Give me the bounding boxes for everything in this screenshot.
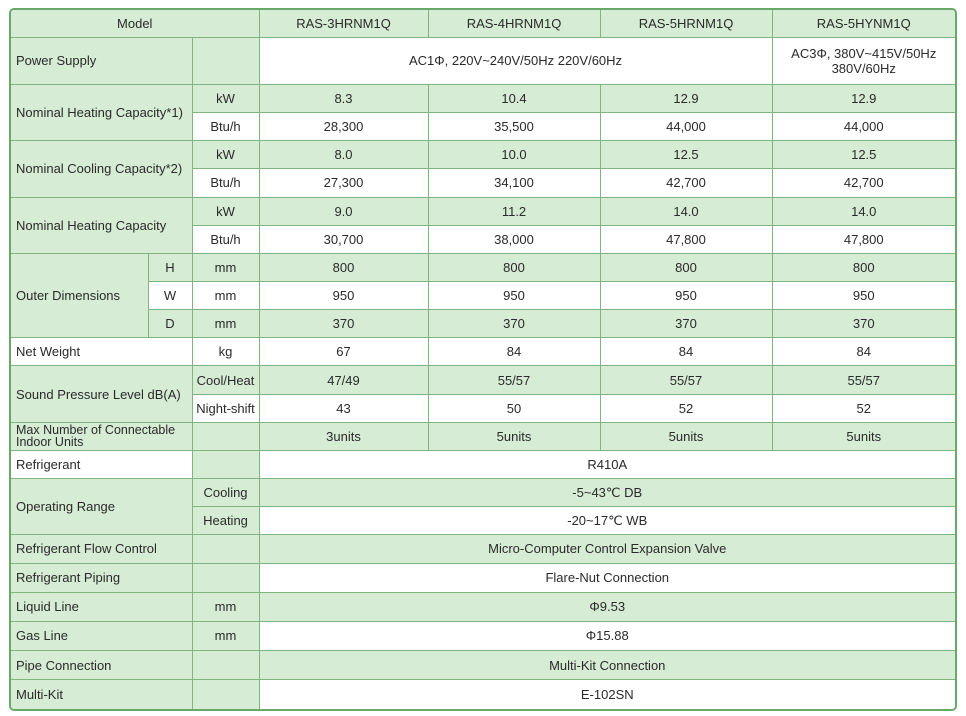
empty-unit-cell bbox=[192, 37, 259, 84]
dimension-h-label: H bbox=[148, 253, 192, 281]
spec-table-container bbox=[9, 8, 957, 711]
value-cell: 47,800 bbox=[772, 225, 955, 253]
value-cell: 370 bbox=[772, 310, 955, 338]
value-cell: 42,700 bbox=[772, 169, 955, 197]
net-weight-label: Net Weight bbox=[11, 338, 192, 366]
value-cell: 12.5 bbox=[772, 141, 955, 169]
value-cell: 52 bbox=[772, 394, 955, 422]
value-cell: 11.2 bbox=[428, 197, 600, 225]
dimension-w-row bbox=[11, 282, 955, 310]
liquid-line-row bbox=[11, 592, 955, 621]
value-cell: 84 bbox=[772, 338, 955, 366]
max-indoor-units-label-line1: Max Number of Connectable bbox=[16, 423, 176, 438]
operating-cooling-value: -5~43℃ DB bbox=[259, 479, 955, 507]
heating-capacity-kw-row bbox=[11, 197, 955, 225]
piping-label: Refrigerant Piping bbox=[11, 563, 192, 592]
spec-table bbox=[11, 10, 955, 709]
empty-unit-cell bbox=[192, 563, 259, 592]
power-supply-row bbox=[11, 37, 955, 84]
unit-cell: kW bbox=[192, 197, 259, 225]
operating-heating-value: -20~17℃ WB bbox=[259, 507, 955, 535]
refrigerant-value: R410A bbox=[259, 450, 955, 478]
max-indoor-units-label-line2: Indoor Units bbox=[16, 435, 84, 450]
unit-cell: Cool/Heat bbox=[192, 366, 259, 394]
value-cell: 14.0 bbox=[600, 197, 772, 225]
value-cell: 14.0 bbox=[772, 197, 955, 225]
value-cell: 52 bbox=[600, 394, 772, 422]
net-weight-row bbox=[11, 338, 955, 366]
heating-capacity-1-label: Nominal Heating Capacity*1) bbox=[11, 84, 192, 140]
value-cell: 44,000 bbox=[772, 113, 955, 141]
model-name: RAS-5HYNM1Q bbox=[772, 10, 955, 37]
model-name: RAS-4HRNM1Q bbox=[428, 10, 600, 37]
unit-cell: Cooling bbox=[192, 479, 259, 507]
value-cell: 55/57 bbox=[600, 366, 772, 394]
empty-unit-cell bbox=[192, 680, 259, 709]
unit-cell: mm bbox=[192, 592, 259, 621]
unit-cell: mm bbox=[192, 253, 259, 281]
gas-line-value: Φ15.88 bbox=[259, 621, 955, 650]
empty-unit-cell bbox=[192, 450, 259, 478]
value-cell: 44,000 bbox=[600, 113, 772, 141]
dimension-d-row bbox=[11, 310, 955, 338]
header-row bbox=[11, 10, 955, 37]
value-cell: 5units bbox=[772, 422, 955, 450]
value-cell: 47,800 bbox=[600, 225, 772, 253]
value-cell: 38,000 bbox=[428, 225, 600, 253]
value-cell: 34,100 bbox=[428, 169, 600, 197]
unit-cell: Btu/h bbox=[192, 113, 259, 141]
value-cell: 55/57 bbox=[428, 366, 600, 394]
refrigerant-label: Refrigerant bbox=[11, 450, 192, 478]
gas-line-label: Gas Line bbox=[11, 621, 192, 650]
value-cell: 12.9 bbox=[772, 84, 955, 112]
sound-cool-heat-row bbox=[11, 366, 955, 394]
liquid-line-label: Liquid Line bbox=[11, 592, 192, 621]
unit-cell: mm bbox=[192, 310, 259, 338]
power-supply-three-phase-line1: AC3Φ, 380V~415V/50Hz bbox=[791, 45, 937, 61]
flow-control-value: Micro-Computer Control Expansion Valve bbox=[259, 535, 955, 563]
unit-cell: Btu/h bbox=[192, 225, 259, 253]
value-cell: 30,700 bbox=[259, 225, 428, 253]
refrigerant-row bbox=[11, 450, 955, 478]
pipe-connection-row bbox=[11, 651, 955, 680]
value-cell: 9.0 bbox=[259, 197, 428, 225]
multi-kit-label: Multi-Kit bbox=[11, 680, 192, 709]
unit-cell: kW bbox=[192, 141, 259, 169]
pipe-connection-value: Multi-Kit Connection bbox=[259, 651, 955, 680]
multi-kit-value: E-102SN bbox=[259, 680, 955, 709]
value-cell: 55/57 bbox=[772, 366, 955, 394]
pipe-connection-label: Pipe Connection bbox=[11, 651, 192, 680]
power-supply-single-phase: AC1Φ, 220V~240V/50Hz 220V/60Hz bbox=[259, 37, 772, 84]
value-cell: 950 bbox=[772, 282, 955, 310]
multi-kit-row bbox=[11, 680, 955, 709]
dimension-w-label: W bbox=[148, 282, 192, 310]
empty-unit-cell bbox=[192, 651, 259, 680]
unit-cell: kW bbox=[192, 84, 259, 112]
value-cell: 10.0 bbox=[428, 141, 600, 169]
operating-range-label: Operating Range bbox=[11, 479, 192, 535]
empty-unit-cell bbox=[192, 535, 259, 563]
value-cell: 370 bbox=[600, 310, 772, 338]
value-cell: 800 bbox=[772, 253, 955, 281]
value-cell: 67 bbox=[259, 338, 428, 366]
gas-line-row bbox=[11, 621, 955, 650]
unit-cell: Heating bbox=[192, 507, 259, 535]
value-cell: 28,300 bbox=[259, 113, 428, 141]
empty-unit-cell bbox=[192, 422, 259, 450]
power-supply-three-phase-line2: 380V/60Hz bbox=[831, 60, 896, 76]
unit-cell: mm bbox=[192, 621, 259, 650]
value-cell: 10.4 bbox=[428, 84, 600, 112]
value-cell: 27,300 bbox=[259, 169, 428, 197]
unit-cell: Night-shift bbox=[192, 394, 259, 422]
piping-row bbox=[11, 563, 955, 592]
value-cell: 47/49 bbox=[259, 366, 428, 394]
heating-capacity-1-kw-row bbox=[11, 84, 955, 112]
cooling-capacity-label: Nominal Cooling Capacity*2) bbox=[11, 141, 192, 197]
max-indoor-units-row bbox=[11, 422, 955, 450]
value-cell: 800 bbox=[428, 253, 600, 281]
value-cell: 800 bbox=[600, 253, 772, 281]
value-cell: 950 bbox=[600, 282, 772, 310]
flow-control-row bbox=[11, 535, 955, 563]
outer-dimensions-label: Outer Dimensions bbox=[11, 253, 148, 337]
operating-cooling-row bbox=[11, 479, 955, 507]
value-cell: 800 bbox=[259, 253, 428, 281]
value-cell: 370 bbox=[259, 310, 428, 338]
value-cell: 50 bbox=[428, 394, 600, 422]
value-cell: 12.9 bbox=[600, 84, 772, 112]
value-cell: 42,700 bbox=[600, 169, 772, 197]
power-supply-label: Power Supply bbox=[11, 37, 192, 84]
dimension-d-label: D bbox=[148, 310, 192, 338]
model-header: Model bbox=[11, 10, 259, 37]
value-cell: 43 bbox=[259, 394, 428, 422]
value-cell: 5units bbox=[600, 422, 772, 450]
cooling-capacity-kw-row bbox=[11, 141, 955, 169]
value-cell: 950 bbox=[259, 282, 428, 310]
liquid-line-value: Φ9.53 bbox=[259, 592, 955, 621]
value-cell: 12.5 bbox=[600, 141, 772, 169]
flow-control-label: Refrigerant Flow Control bbox=[11, 535, 192, 563]
value-cell: 3units bbox=[259, 422, 428, 450]
value-cell: 8.0 bbox=[259, 141, 428, 169]
max-indoor-units-label bbox=[11, 422, 192, 450]
piping-value: Flare-Nut Connection bbox=[259, 563, 955, 592]
value-cell: 84 bbox=[600, 338, 772, 366]
model-name: RAS-5HRNM1Q bbox=[600, 10, 772, 37]
unit-cell: kg bbox=[192, 338, 259, 366]
heating-capacity-label: Nominal Heating Capacity bbox=[11, 197, 192, 253]
value-cell: 84 bbox=[428, 338, 600, 366]
value-cell: 5units bbox=[428, 422, 600, 450]
unit-cell: Btu/h bbox=[192, 169, 259, 197]
model-name: RAS-3HRNM1Q bbox=[259, 10, 428, 37]
value-cell: 950 bbox=[428, 282, 600, 310]
dimension-h-row bbox=[11, 253, 955, 281]
value-cell: 370 bbox=[428, 310, 600, 338]
sound-pressure-label: Sound Pressure Level dB(A) bbox=[11, 366, 192, 422]
unit-cell: mm bbox=[192, 282, 259, 310]
power-supply-three-phase bbox=[772, 37, 955, 84]
value-cell: 35,500 bbox=[428, 113, 600, 141]
value-cell: 8.3 bbox=[259, 84, 428, 112]
